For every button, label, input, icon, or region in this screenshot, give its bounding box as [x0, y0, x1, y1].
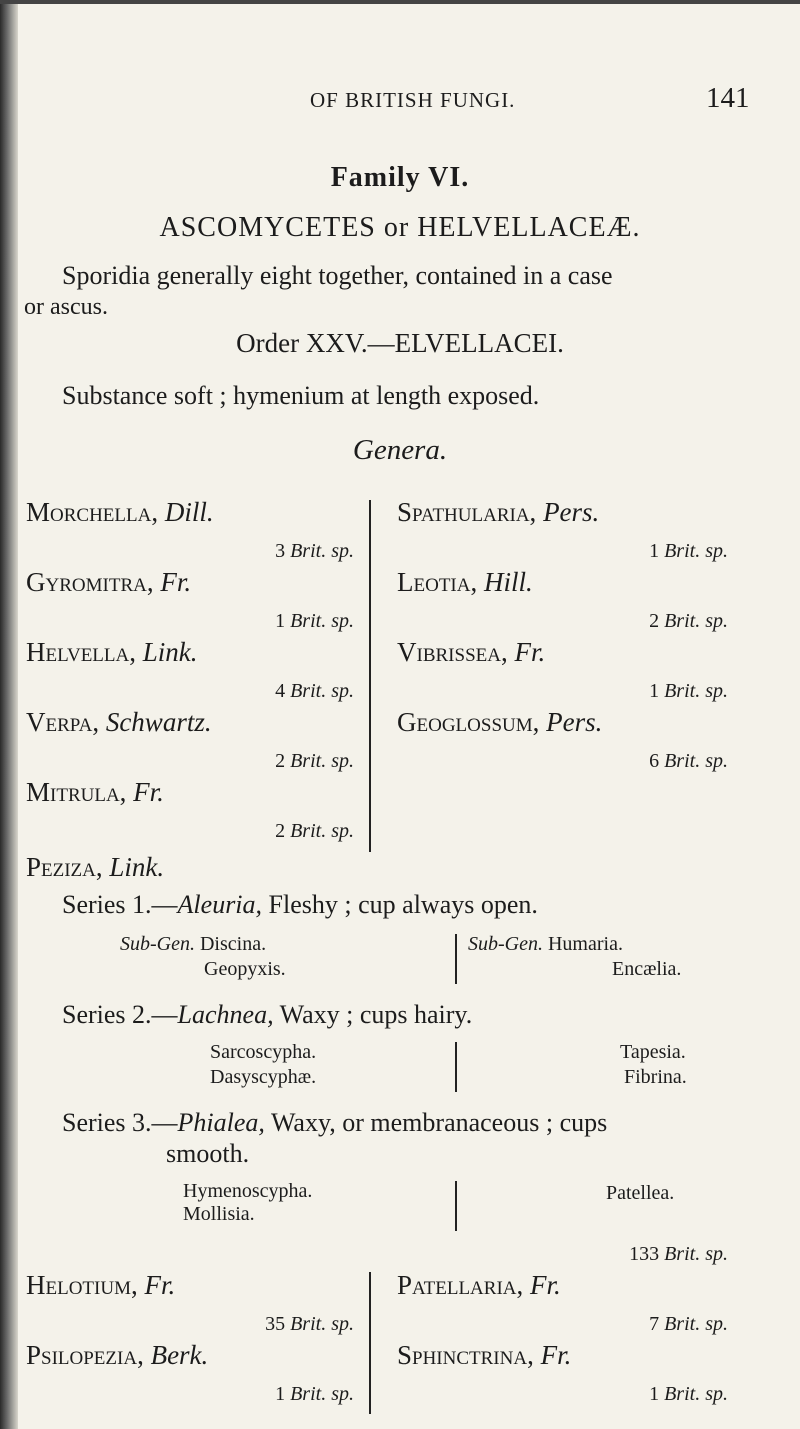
count-mitrula: 2 Brit. sp.	[275, 820, 354, 842]
series-2: Series 2.—Lachnea, Waxy ; cups hairy.	[62, 1000, 473, 1029]
intro-line-2: or ascus.	[24, 294, 108, 320]
series-3-left-1: Hymenoscypha.	[183, 1180, 313, 1202]
count-patellaria: 7 Brit. sp.	[649, 1313, 728, 1335]
count-vibrissea: 1 Brit. sp.	[649, 680, 728, 702]
count-verpa: 2 Brit. sp.	[275, 750, 354, 772]
series-1-left-1: Sub-Gen. Discina.	[120, 933, 267, 955]
count-psilopezia: 1 Brit. sp.	[275, 1383, 354, 1405]
count-peziza: 133 Brit. sp.	[629, 1243, 728, 1265]
series-1: Series 1.—Aleuria, Fleshy ; cup always open.	[62, 890, 538, 919]
genus-morchella: Morchella, Dill.	[26, 497, 214, 527]
intro-line-1: Sporidia generally eight together, contained in a case	[62, 261, 613, 290]
count-spathularia: 1 Brit. sp.	[649, 540, 728, 562]
page-number: 141	[706, 82, 750, 114]
series-2-left-1: Sarcoscypha.	[210, 1041, 317, 1063]
genus-spathularia: Spathularia, Pers.	[397, 497, 600, 527]
genus-leotia: Leotia, Hill.	[397, 567, 533, 597]
series-3-right-1: Patellea.	[606, 1182, 675, 1204]
count-morchella: 3 Brit. sp.	[275, 540, 354, 562]
series-3-divider	[455, 1181, 457, 1231]
genus-helvella: Helvella, Link.	[26, 637, 198, 667]
series-3: Series 3.—Phialea, Waxy, or membranaceous ; cups	[62, 1108, 608, 1137]
genus-sphinctrina: Sphinctrina, Fr.	[397, 1340, 572, 1370]
genus-peziza: Peziza, Link.	[26, 852, 165, 882]
genus-gyromitra: Gyromitra, Fr.	[26, 567, 192, 597]
genus-patellaria: Patellaria, Fr.	[397, 1270, 561, 1300]
genus-vibrissea: Vibrissea, Fr.	[397, 637, 546, 667]
count-helvella: 4 Brit. sp.	[275, 680, 354, 702]
series-2-right-2: Fibrina.	[624, 1066, 687, 1088]
order-title: Order XXV.—ELVELLACEI.	[236, 328, 564, 358]
count-geoglossum: 6 Brit. sp.	[649, 750, 728, 772]
count-leotia: 2 Brit. sp.	[649, 610, 728, 632]
series-3-left-2: Mollisia.	[183, 1203, 255, 1225]
bottom-column-divider	[369, 1272, 371, 1414]
genus-mitrula: Mitrula, Fr.	[26, 777, 164, 807]
genera-heading: Genera.	[352, 434, 448, 466]
series-1-right-2: Encælia.	[612, 958, 682, 980]
genus-verpa: Verpa, Schwartz.	[26, 707, 212, 737]
count-sphinctrina: 1 Brit. sp.	[649, 1383, 728, 1405]
series-3-continued: smooth.	[166, 1139, 250, 1168]
series-2-left-2: Dasyscyphæ.	[210, 1066, 317, 1088]
family-title: Family VI.	[330, 162, 470, 193]
genus-geoglossum: Geoglossum, Pers.	[397, 707, 603, 737]
running-title: OF BRITISH FUNGI.	[310, 88, 516, 112]
page-top-edge	[0, 0, 800, 4]
genus-psilopezia: Psilopezia, Berk.	[26, 1340, 209, 1370]
order-description: Substance soft ; hymenium at length exposed.	[62, 381, 540, 410]
series-1-right-1: Sub-Gen. Humaria.	[468, 933, 623, 955]
column-divider	[369, 500, 371, 852]
genus-helotium: Helotium, Fr.	[26, 1270, 176, 1300]
series-1-divider	[455, 934, 457, 984]
series-2-divider	[455, 1042, 457, 1092]
series-2-right-1: Tapesia.	[620, 1041, 686, 1063]
count-helotium: 35 Brit. sp.	[265, 1313, 354, 1335]
series-1-left-2: Geopyxis.	[204, 958, 286, 980]
class-name: ASCOMYCETES or HELVELLACEÆ.	[159, 212, 641, 243]
count-gyromitra: 1 Brit. sp.	[275, 610, 354, 632]
